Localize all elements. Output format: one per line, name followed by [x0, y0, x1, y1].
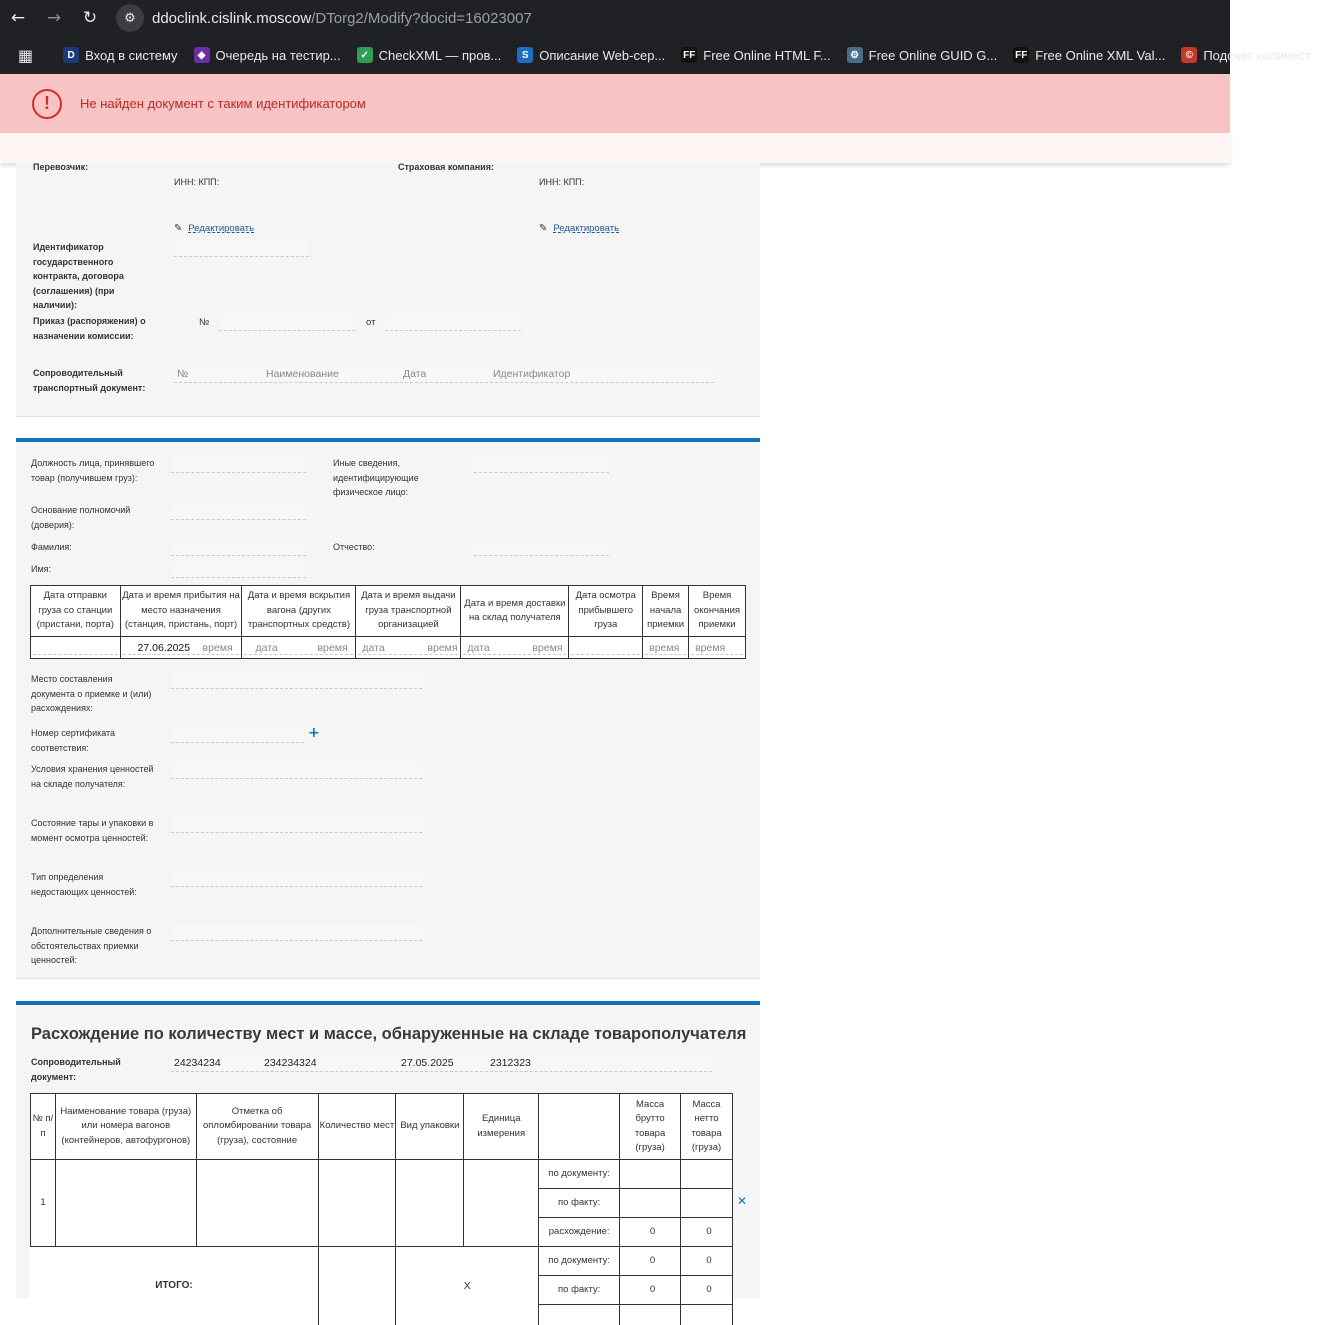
- surname-label: Фамилия:: [31, 542, 72, 552]
- section-gap: [16, 979, 760, 1001]
- table-header: № п/п: [31, 1094, 56, 1160]
- bookmark-favicon-icon: ✓: [357, 47, 373, 63]
- doc-id[interactable]: 2312323: [490, 1057, 531, 1069]
- end-time-cell[interactable]: [689, 637, 746, 659]
- doc-name[interactable]: 234234324: [264, 1057, 317, 1069]
- total-by-fact-label: по факту:: [539, 1276, 620, 1305]
- table-header: Количество мест: [318, 1094, 396, 1160]
- insurer-edit-link[interactable]: ✎ Редактировать: [539, 223, 620, 234]
- place-input[interactable]: [171, 672, 422, 689]
- total-extra-label: [539, 1305, 620, 1325]
- bookmark-favicon-icon: D: [63, 47, 79, 63]
- dates-header: Время начала приемки: [643, 586, 689, 637]
- bookmark-favicon-icon: S: [517, 47, 533, 63]
- cert-label: Номер сертификата соответствия:: [31, 728, 116, 753]
- accompanying-doc-row[interactable]: [171, 1055, 712, 1072]
- delete-row-x-icon[interactable]: ✕: [737, 1194, 748, 1208]
- discrepancy-title: Расхождение по количеству мест и массе, обнаруженные на складе товарополучателя: [31, 1025, 747, 1043]
- forward-arrow-icon[interactable]: →: [46, 8, 62, 28]
- insurer-label: Страховая компания:: [398, 162, 494, 172]
- start-time-input[interactable]: время: [645, 641, 686, 655]
- places-count-cell[interactable]: [318, 1160, 396, 1247]
- total-extra-gross: [620, 1305, 681, 1325]
- position-label: Должность лица, принявшего товар (получившем груз):: [31, 458, 155, 483]
- contract-id-label: Идентификатор государственного контракта, договора (соглашения) (при наличии):: [33, 242, 124, 310]
- td-id: Идентификатор: [493, 368, 571, 380]
- doc-label: Сопроводительный документ:: [31, 1057, 121, 1082]
- bookmark-item[interactable]: [517, 47, 665, 63]
- delivery-time-input[interactable]: время: [532, 641, 563, 654]
- fact-net-cell[interactable]: [681, 1189, 733, 1218]
- td-no: №: [177, 368, 189, 380]
- delivery-date-input[interactable]: дата: [467, 641, 490, 654]
- opening-date-input[interactable]: дата: [255, 641, 278, 654]
- total-doc-net: 0: [681, 1247, 733, 1276]
- name-label: Имя:: [31, 564, 52, 574]
- by-doc-label: по документу:: [539, 1160, 620, 1189]
- total-fact-net: 0: [681, 1276, 733, 1305]
- bookmark-item[interactable]: [194, 47, 341, 63]
- patronymic-input[interactable]: [474, 539, 609, 556]
- package-input[interactable]: [171, 816, 422, 833]
- issue-time-input[interactable]: время: [427, 641, 458, 654]
- arrival-time-input[interactable]: время: [202, 641, 233, 654]
- inspection-date-input[interactable]: [571, 641, 640, 655]
- cert-input[interactable]: [171, 726, 304, 743]
- bookmark-item[interactable]: [681, 47, 830, 63]
- alert-message: Не найден документ с таким идентификатором: [80, 96, 366, 111]
- table-header: Масса нетто товара (груза): [681, 1094, 733, 1160]
- bookmark-label: Free Online HTML F...: [703, 47, 831, 63]
- table-header: [539, 1094, 620, 1160]
- order-number-input[interactable]: [219, 314, 355, 331]
- opening-time-input[interactable]: время: [317, 641, 348, 654]
- table-header: Наименование товара (груза) или номера вагонов (контейнеров, автофургонов): [55, 1094, 196, 1160]
- inspection-cell[interactable]: [569, 637, 643, 659]
- order-no-label: №: [199, 317, 210, 328]
- section-bar: [16, 1001, 760, 1005]
- departure-date-cell[interactable]: [31, 637, 121, 659]
- site-settings-icon[interactable]: ⚙: [116, 4, 144, 32]
- total-pack-mark: X: [396, 1247, 539, 1325]
- bookmark-item[interactable]: [847, 47, 998, 63]
- apps-grid-icon[interactable]: ▦: [18, 45, 34, 65]
- delivery-cell[interactable]: [461, 637, 569, 659]
- transport-doc-label: Сопроводительный транспортный документ:: [33, 368, 146, 393]
- bookmark-favicon-icon: ⚙: [847, 47, 863, 63]
- arrival-date-input[interactable]: 27.06.2025: [137, 641, 191, 654]
- departure-date-input[interactable]: [33, 641, 118, 655]
- table-header: Вид упаковки: [396, 1094, 464, 1160]
- additional-label: Дополнительные сведения о обстоятельствах приемки ценностей:: [31, 926, 152, 965]
- url-host: ddoclink.cislink.moscow: [152, 9, 312, 27]
- package-type-cell[interactable]: [396, 1160, 464, 1247]
- storage-input[interactable]: [171, 762, 422, 779]
- issue-date-input[interactable]: дата: [362, 641, 385, 654]
- error-alert: [0, 74, 1230, 133]
- by-fact-label: по факту:: [539, 1189, 620, 1218]
- dates-header: Дата отправки груза со станции (пристани, порта): [31, 586, 121, 637]
- back-arrow-icon[interactable]: ←: [10, 8, 26, 28]
- other-info-input[interactable]: [474, 456, 609, 473]
- pencil-icon: ✎: [539, 223, 548, 234]
- table-header: Масса брутто товара (груза): [620, 1094, 681, 1160]
- insurer-inn-kpp: ИНН: КПП:: [539, 177, 585, 187]
- authority-label: Основание полномочий (доверия):: [31, 505, 131, 530]
- bookmark-favicon-icon: ◆: [194, 47, 210, 63]
- bookmark-item[interactable]: [1013, 47, 1165, 63]
- dates-table: [30, 585, 746, 659]
- total-extra-net: [681, 1305, 733, 1325]
- section-gap: [16, 417, 760, 438]
- transport-doc-row[interactable]: [174, 366, 714, 383]
- url-path: /DTorg2/Modify?docid=16023007: [311, 9, 532, 27]
- bookmark-favicon-icon: FF: [681, 47, 697, 63]
- bookmark-label: Описание Web-сер...: [539, 47, 666, 63]
- package-label: Состояние тары и упаковки в момент осмотра ценностей:: [31, 818, 154, 843]
- address-bar[interactable]: [116, 3, 1216, 33]
- bookmark-label: Вход в систему: [85, 47, 178, 63]
- carrier-inn-kpp: ИНН: КПП:: [174, 177, 220, 187]
- shortage-input[interactable]: [171, 870, 422, 887]
- total-label: ИТОГО:: [31, 1247, 319, 1325]
- td-name: Наименование: [266, 368, 339, 380]
- section-bar: [16, 438, 760, 442]
- carrier-edit-link[interactable]: ✎ Редактировать: [174, 223, 255, 234]
- dates-header: Дата и время доставки на склад получателя: [461, 586, 569, 637]
- bookmark-favicon-icon: FF: [1013, 47, 1029, 63]
- discrepancy-table: [30, 1093, 733, 1325]
- arrival-cell[interactable]: [120, 637, 242, 659]
- goods-name-cell[interactable]: [55, 1160, 196, 1247]
- other-info-label: Иные сведения, идентифицирующие физическое лицо:: [333, 458, 419, 497]
- surname-input[interactable]: [171, 539, 306, 556]
- total-doc-gross: 0: [620, 1247, 681, 1276]
- doc-number[interactable]: 24234234: [174, 1057, 221, 1069]
- table-header: Единица измерения: [464, 1094, 539, 1160]
- bookmark-label: Free Online GUID G...: [868, 47, 998, 63]
- issue-cell[interactable]: [356, 637, 461, 659]
- seal-mark-cell[interactable]: [196, 1160, 318, 1247]
- bookmark-label: Очередь на тестир...: [215, 47, 341, 63]
- total-by-doc-label: по документу:: [539, 1247, 620, 1276]
- fact-gross-cell[interactable]: [620, 1189, 681, 1218]
- doc-date[interactable]: 27.05.2025: [401, 1057, 454, 1069]
- patronymic-label: Отчество:: [333, 542, 375, 552]
- diff-gross-value: 0: [620, 1218, 681, 1247]
- start-time-cell[interactable]: [643, 637, 689, 659]
- alert-toolbar-strip: [0, 133, 1230, 163]
- doc-gross-cell[interactable]: [620, 1160, 681, 1189]
- td-date: Дата: [403, 368, 427, 380]
- position-input[interactable]: [171, 456, 306, 473]
- end-time-input[interactable]: время: [691, 641, 743, 655]
- dates-header: Время окончания приемки: [689, 586, 746, 637]
- dates-header: Дата и время прибытия на место назначения (станция, пристань, порт): [120, 586, 242, 637]
- bookmarks-bar: [0, 36, 1311, 74]
- total-places-cell: [318, 1247, 396, 1325]
- browser-toolbar: [0, 0, 1230, 36]
- exclamation-icon: !: [32, 89, 62, 119]
- table-header: Отметка об опломбировании товара (груза), состояние: [196, 1094, 318, 1160]
- additional-input[interactable]: [171, 924, 422, 941]
- order-from-label: от: [366, 317, 376, 328]
- carrier-label: Перевозчик:: [33, 162, 89, 172]
- bookmark-item[interactable]: [1181, 47, 1310, 63]
- contract-id-input[interactable]: [174, 240, 309, 257]
- add-cert-plus-icon[interactable]: +: [308, 725, 320, 741]
- diff-label: расхождение:: [539, 1218, 620, 1247]
- storage-label: Условия хранения ценностей на складе получателя:: [31, 764, 154, 789]
- bookmark-item[interactable]: [357, 47, 502, 63]
- document-form: [16, 163, 760, 1298]
- dates-header: Дата осмотра прибывшего груза: [569, 586, 643, 637]
- opening-cell[interactable]: [242, 637, 356, 659]
- order-label: Приказ (распоряжения) о назначении комиссии:: [33, 316, 146, 341]
- unit-cell[interactable]: [464, 1160, 539, 1247]
- bookmark-favicon-icon: ©: [1181, 47, 1197, 63]
- bookmark-label: Подсчет количест: [1203, 47, 1311, 63]
- authority-input[interactable]: [171, 503, 306, 520]
- name-input[interactable]: [171, 561, 306, 578]
- bookmark-label: CheckXML — пров...: [378, 47, 502, 63]
- place-label: Место составления документа о приемке и (или) расхождениях:: [31, 674, 152, 713]
- diff-net-value: 0: [681, 1218, 733, 1247]
- reload-icon[interactable]: ↻: [82, 8, 98, 28]
- order-date-input[interactable]: [385, 314, 521, 331]
- row-number: 1: [31, 1160, 56, 1247]
- total-fact-gross: 0: [620, 1276, 681, 1305]
- doc-net-cell[interactable]: [681, 1160, 733, 1189]
- pencil-icon: ✎: [174, 223, 183, 234]
- dates-header: Дата и время вскрытия вагона (других транспортных средств): [242, 586, 356, 637]
- bookmark-label: Free Online XML Val...: [1035, 47, 1166, 63]
- shortage-label: Тип определения недостающих ценностей:: [31, 872, 137, 897]
- bookmark-item[interactable]: [63, 47, 177, 63]
- dates-header: Дата и время выдачи груза транспортной организацией: [356, 586, 461, 637]
